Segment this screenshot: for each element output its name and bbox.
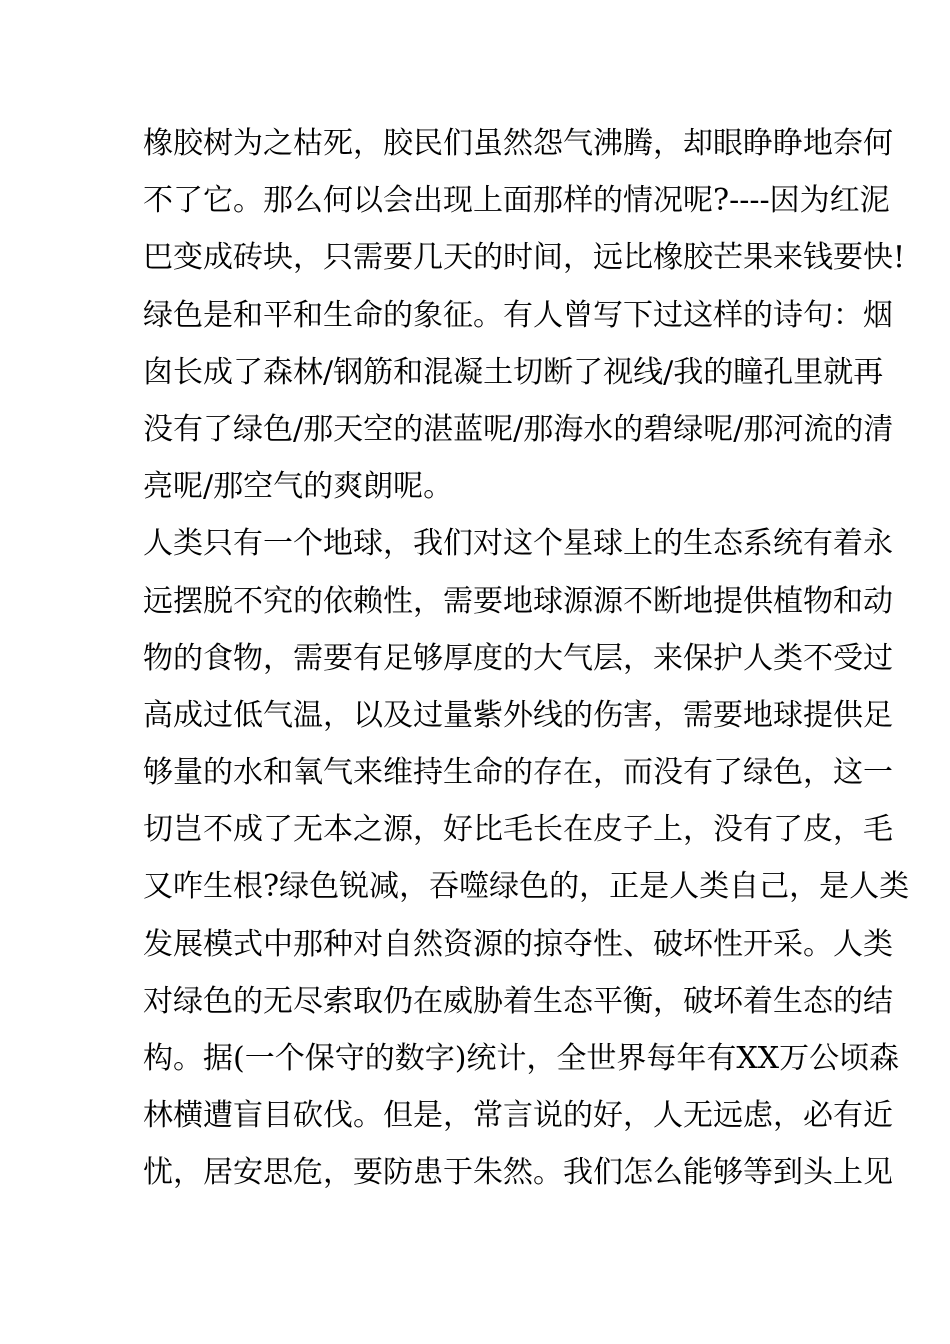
text-line: 发展模式中那种对自然资源的掠夺性、破坏性开采。人类 <box>143 926 893 962</box>
text-line: 远摆脱不究的依赖性，需要地球源源不断地提供植物和动 <box>143 583 893 619</box>
body-text <box>143 115 910 1202</box>
text-line: 人类只有一个地球，我们对这个星球上的生态系统有着永 <box>143 526 893 562</box>
text-line: 高成过低气温，以及过量紫外线的伤害，需要地球提供足 <box>143 697 893 733</box>
text-line: 巴变成砖块，只需要几天的时间，远比橡胶芒果来钱要快! <box>143 240 906 276</box>
text-line: 亮呢/那空气的爽朗呢。 <box>143 469 454 505</box>
text-line: 够量的水和氧气来维持生命的存在，而没有了绿色，这一 <box>143 755 893 791</box>
text-line: 绿色是和平和生命的象征。有人曾写下过这样的诗句：烟 <box>143 297 893 333</box>
text-line: 不了它。那么何以会出现上面那样的情况呢?----因为红泥 <box>143 183 890 219</box>
paragraph-1 <box>143 115 906 287</box>
text-line: 橡胶树为之枯死，胶民们虽然怨气沸腾，却眼睁睁地奈何 <box>143 126 893 161</box>
text-line: 没有了绿色/那天空的湛蓝呢/那海水的碧绿呢/那河流的清 <box>143 411 894 447</box>
text-line: 林横遭盲目砍伐。但是，常言说的好，人无远虑，必有近 <box>143 1098 893 1134</box>
text-line: 物的食物，需要有足够厚度的大气层，来保护人类不受过 <box>143 640 893 676</box>
text-line: 忧，居安思危，要防患于朱然。我们怎么能够等到头上见 <box>143 1155 893 1191</box>
paragraph-2 <box>143 287 894 516</box>
text-line: 切岂不成了无本之源，好比毛长在皮子上，没有了皮，毛 <box>143 812 893 848</box>
text-line: 构。据(一个保守的数字)统计，全世界每年有XX万公顷森 <box>143 1041 900 1076</box>
text-line: 对绿色的无尽索取仍在威胁着生态平衡，破坏着生态的结 <box>143 983 893 1019</box>
paragraph-3 <box>143 515 910 1201</box>
text-line: 又咋生根?绿色锐减，吞噬绿色的，正是人类自己，是人类 <box>143 869 910 905</box>
text-line: 囱长成了森林/钢筋和混凝土切断了视线/我的瞳孔里就再 <box>143 354 884 390</box>
